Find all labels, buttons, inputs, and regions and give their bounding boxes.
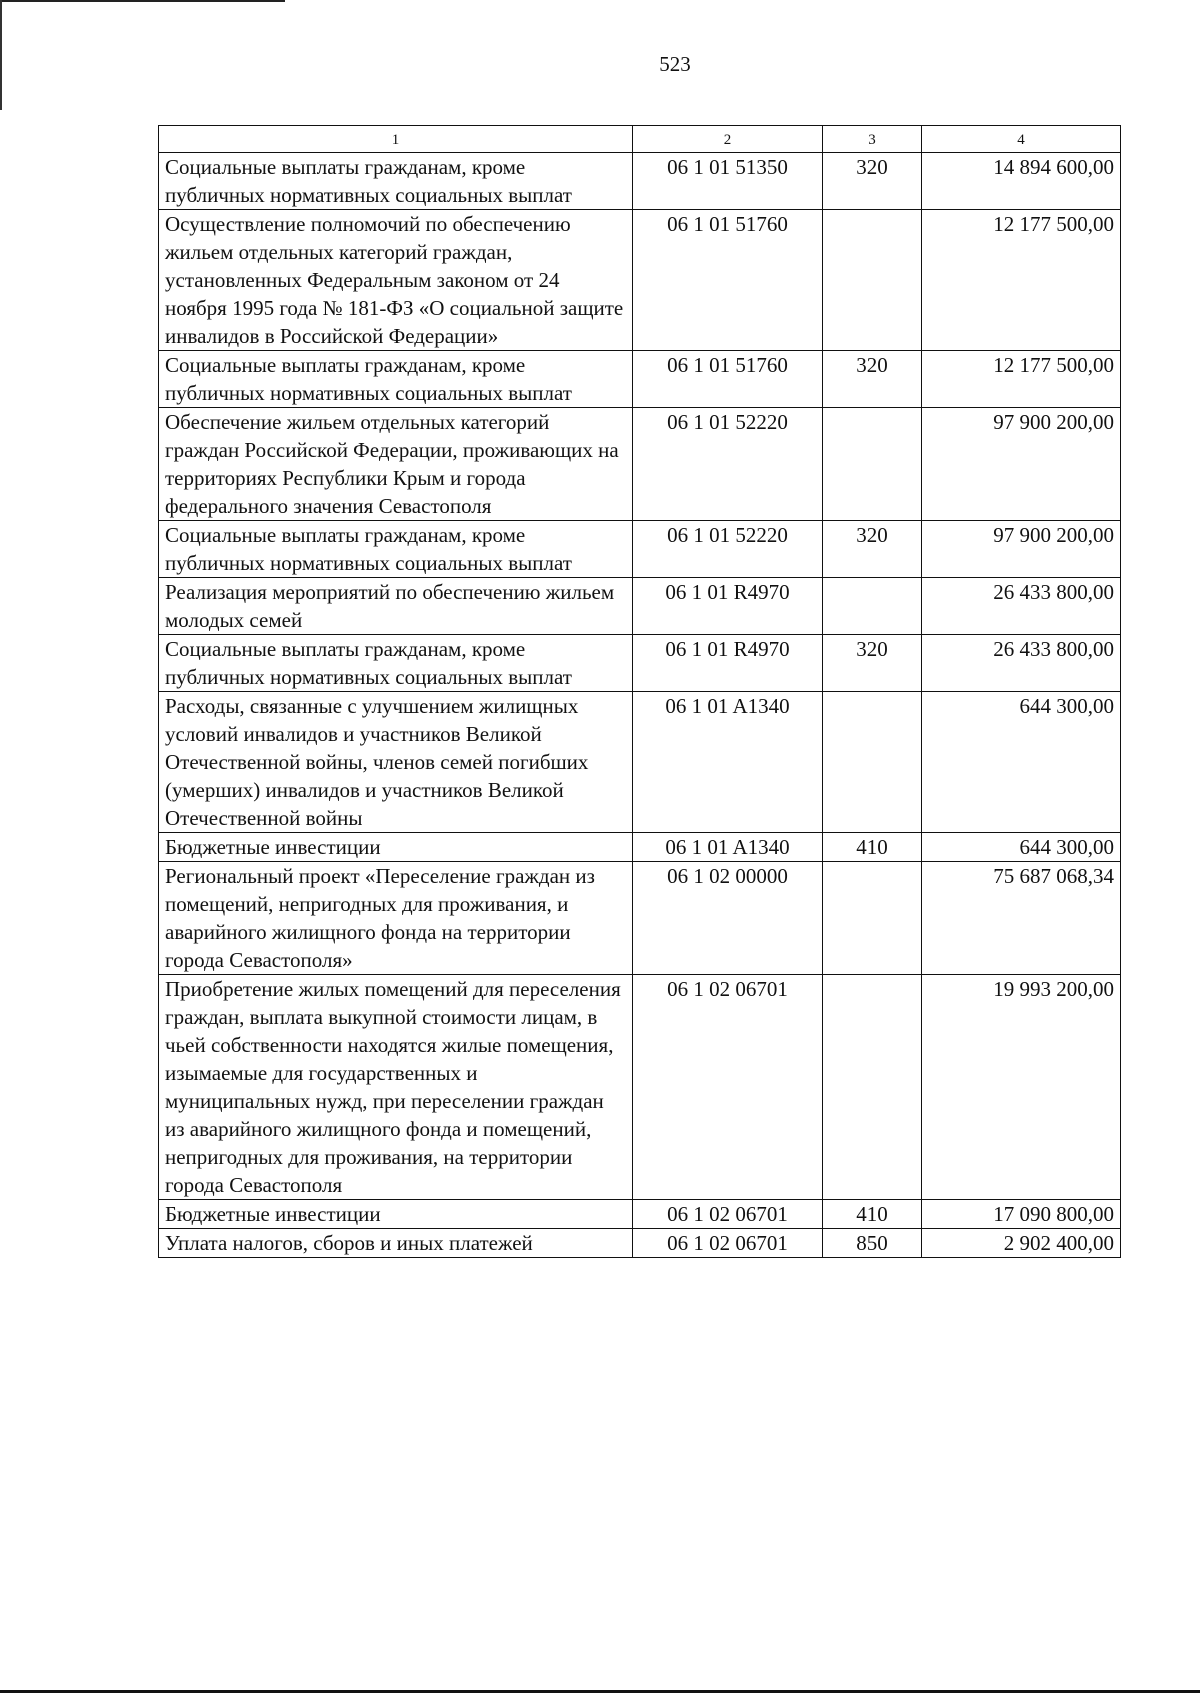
row-amount: 12 177 500,00 (922, 210, 1121, 351)
table-row (159, 862, 1121, 975)
scan-edge-top (0, 0, 285, 2)
row-type: 410 (823, 1200, 922, 1229)
row-code: 06 1 01 52220 (633, 408, 823, 521)
page-number: 523 (659, 52, 691, 76)
row-name: Бюджетные инвестиции (159, 833, 633, 862)
row-code: 06 1 01 52220 (633, 521, 823, 578)
row-amount: 644 300,00 (922, 833, 1121, 862)
column-header-2: 2 (633, 126, 823, 153)
table-row (159, 635, 1121, 692)
row-name: Социальные выплаты гражданам, кроме публичных нормативных социальных выплат (159, 153, 633, 210)
row-code: 06 1 01 51760 (633, 210, 823, 351)
table-header-row (159, 126, 1121, 153)
row-code: 06 1 01 51760 (633, 351, 823, 408)
table-row (159, 578, 1121, 635)
row-code: 06 1 01 A1340 (633, 833, 823, 862)
scan-edge-left (0, 0, 2, 110)
row-type (823, 578, 922, 635)
row-code: 06 1 01 R4970 (633, 578, 823, 635)
row-name: Уплата налогов, сборов и иных платежей (159, 1229, 633, 1258)
row-name: Реализация мероприятий по обеспечению жильем молодых семей (159, 578, 633, 635)
row-amount: 2 902 400,00 (922, 1229, 1121, 1258)
row-amount: 19 993 200,00 (922, 975, 1121, 1200)
table-row (159, 210, 1121, 351)
table-row (159, 1200, 1121, 1229)
table-row (159, 1229, 1121, 1258)
row-type: 320 (823, 351, 922, 408)
column-header-1: 1 (159, 126, 633, 153)
row-type: 410 (823, 833, 922, 862)
row-amount: 97 900 200,00 (922, 408, 1121, 521)
column-header-3: 3 (823, 126, 922, 153)
row-type (823, 408, 922, 521)
row-amount: 26 433 800,00 (922, 635, 1121, 692)
row-type (823, 692, 922, 833)
row-type: 320 (823, 635, 922, 692)
row-name: Осуществление полномочий по обеспечению жильем отдельных категорий граждан, установленных Федеральным законом от 24 ноября 1995 года № 181-ФЗ «О социальной защите инвалидов в Российской Федерации» (159, 210, 633, 351)
row-name: Расходы, связанные с улучшением жилищных условий инвалидов и участников Великой Отечественной войны, членов семей погибших (умерших) инвалидов и участников Великой Отечественной войны (159, 692, 633, 833)
row-type: 320 (823, 153, 922, 210)
row-type (823, 862, 922, 975)
row-code: 06 1 02 00000 (633, 862, 823, 975)
row-type (823, 975, 922, 1200)
row-amount: 14 894 600,00 (922, 153, 1121, 210)
row-name: Приобретение жилых помещений для переселения граждан, выплата выкупной стоимости лицам, в чьей собственности находятся жилые помещения, изымаемые для государственных и муниципальных нужд, при переселении граждан из аварийного жилищного фонда и помещений, непригодных для проживания, на территории города Севастополя (159, 975, 633, 1200)
table-row (159, 521, 1121, 578)
row-code: 06 1 01 A1340 (633, 692, 823, 833)
budget-table (158, 125, 1121, 1258)
row-code: 06 1 02 06701 (633, 1200, 823, 1229)
row-name: Социальные выплаты гражданам, кроме публичных нормативных социальных выплат (159, 521, 633, 578)
table-row (159, 153, 1121, 210)
row-type: 850 (823, 1229, 922, 1258)
row-code: 06 1 02 06701 (633, 975, 823, 1200)
row-name: Бюджетные инвестиции (159, 1200, 633, 1229)
row-name: Региональный проект «Переселение граждан из помещений, непригодных для проживания, и аварийного жилищного фонда на территории города Севастополя» (159, 862, 633, 975)
table-row (159, 833, 1121, 862)
row-code: 06 1 02 06701 (633, 1229, 823, 1258)
row-code: 06 1 01 51350 (633, 153, 823, 210)
table-row (159, 351, 1121, 408)
row-amount: 97 900 200,00 (922, 521, 1121, 578)
row-name: Социальные выплаты гражданам, кроме публичных нормативных социальных выплат (159, 635, 633, 692)
row-type: 320 (823, 521, 922, 578)
table-row (159, 692, 1121, 833)
scan-edge-bottom (0, 1690, 1200, 1693)
row-amount: 644 300,00 (922, 692, 1121, 833)
row-amount: 26 433 800,00 (922, 578, 1121, 635)
row-name: Социальные выплаты гражданам, кроме публичных нормативных социальных выплат (159, 351, 633, 408)
row-amount: 17 090 800,00 (922, 1200, 1121, 1229)
row-amount: 12 177 500,00 (922, 351, 1121, 408)
row-type (823, 210, 922, 351)
column-header-4: 4 (922, 126, 1121, 153)
table-row (159, 975, 1121, 1200)
row-code: 06 1 01 R4970 (633, 635, 823, 692)
table-row (159, 408, 1121, 521)
row-name: Обеспечение жильем отдельных категорий граждан Российской Федерации, проживающих на территориях Республики Крым и города федерального значения Севастополя (159, 408, 633, 521)
row-amount: 75 687 068,34 (922, 862, 1121, 975)
